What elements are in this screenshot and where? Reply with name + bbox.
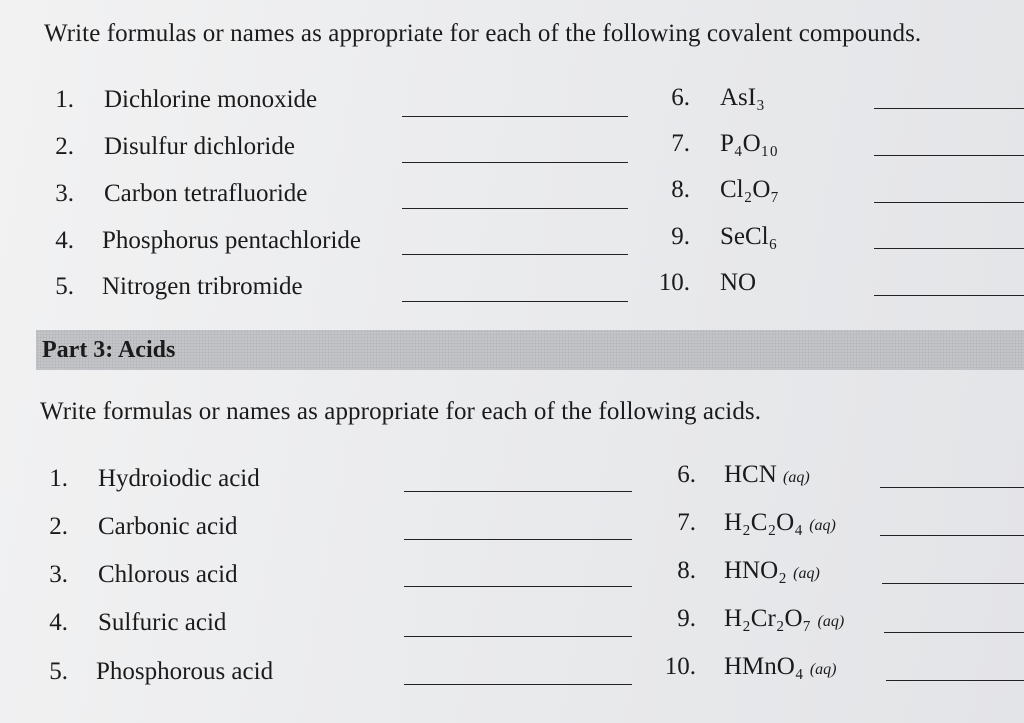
answer-blank[interactable] xyxy=(886,680,1024,681)
item-number: 10. xyxy=(664,653,696,680)
answer-blank[interactable] xyxy=(404,539,632,540)
state-label: (aq) xyxy=(809,661,837,678)
item-number: 6. xyxy=(677,461,696,488)
formula-text: HMnO₄ xyxy=(724,653,804,680)
item-number: 1. xyxy=(49,465,68,492)
answer-blank[interactable] xyxy=(874,202,1024,203)
answer-blank[interactable] xyxy=(402,208,628,209)
acid-name: Hydroiodic acid xyxy=(98,465,260,492)
answer-blank[interactable] xyxy=(874,108,1024,109)
item-number: 1. xyxy=(55,86,74,113)
item-number: 8. xyxy=(677,557,696,584)
answer-blank[interactable] xyxy=(874,295,1024,296)
compound-formula: Cl₂O₇ xyxy=(720,176,780,203)
item-number: 9. xyxy=(671,223,690,250)
item-number: 8. xyxy=(671,176,690,203)
answer-blank[interactable] xyxy=(404,491,632,492)
state-label: (aq) xyxy=(809,517,836,534)
answer-blank[interactable] xyxy=(880,487,1024,488)
item-number: 3. xyxy=(49,561,68,588)
acid-formula xyxy=(724,653,836,681)
formula-text: HCN xyxy=(724,461,777,488)
answer-blank[interactable] xyxy=(404,586,632,587)
section-title: Part 3: Acids xyxy=(42,337,176,363)
item-number: 2. xyxy=(55,133,74,160)
item-number: 5. xyxy=(55,273,74,300)
acid-name: Sulfuric acid xyxy=(98,609,227,636)
acid-formula xyxy=(724,605,844,633)
compound-name: Phosphorus pentachloride xyxy=(102,227,361,254)
acid-name: Carbonic acid xyxy=(98,513,238,540)
compound-name: Nitrogen tribromide xyxy=(102,273,303,300)
answer-blank[interactable] xyxy=(874,248,1024,249)
state-label: (aq) xyxy=(817,613,845,630)
answer-blank[interactable] xyxy=(402,116,628,117)
item-number: 3. xyxy=(55,180,74,207)
acids-instructions: Write formulas or names as appropriate for each of the following acids. xyxy=(40,398,762,425)
item-number: 2. xyxy=(49,513,68,540)
answer-blank[interactable] xyxy=(402,301,628,302)
acid-formula xyxy=(724,509,836,537)
section-header-band xyxy=(36,330,1024,370)
answer-blank[interactable] xyxy=(882,583,1024,584)
compound-name: Dichlorine monoxide xyxy=(104,86,318,113)
answer-blank[interactable] xyxy=(404,684,632,685)
compound-formula: NO xyxy=(720,269,757,296)
state-label: (aq) xyxy=(793,565,820,582)
formula-text: HNO₂ xyxy=(724,557,787,584)
item-number: 7. xyxy=(671,130,690,157)
item-number: 7. xyxy=(677,509,696,536)
item-number: 9. xyxy=(677,605,696,632)
answer-blank[interactable] xyxy=(402,162,628,163)
compound-name: Disulfur dichloride xyxy=(104,133,295,160)
covalent-instructions: Write formulas or names as appropriate for each of the following covalent compounds. xyxy=(44,20,922,47)
answer-blank[interactable] xyxy=(402,254,628,255)
compound-formula: AsI₃ xyxy=(720,84,765,111)
answer-blank[interactable] xyxy=(874,155,1024,156)
item-number: 10. xyxy=(658,269,690,296)
acid-formula xyxy=(724,461,810,489)
formula-text: H₂Cr₂O₇ xyxy=(724,605,812,632)
item-number: 5. xyxy=(49,658,68,685)
item-number: 4. xyxy=(55,227,74,254)
acid-name: Phosphorous acid xyxy=(96,658,274,685)
compound-formula: P₄O₁₀ xyxy=(720,130,779,157)
answer-blank[interactable] xyxy=(404,636,632,637)
state-label: (aq) xyxy=(783,469,810,486)
formula-text: H₂C₂O₄ xyxy=(724,509,803,536)
compound-formula: SeCl₆ xyxy=(720,223,778,250)
item-number: 4. xyxy=(49,609,68,636)
acid-name: Chlorous acid xyxy=(98,561,238,588)
item-number: 6. xyxy=(671,84,690,111)
acid-formula xyxy=(724,557,820,585)
compound-name: Carbon tetrafluoride xyxy=(104,180,308,207)
answer-blank[interactable] xyxy=(884,632,1024,633)
answer-blank[interactable] xyxy=(880,535,1024,536)
